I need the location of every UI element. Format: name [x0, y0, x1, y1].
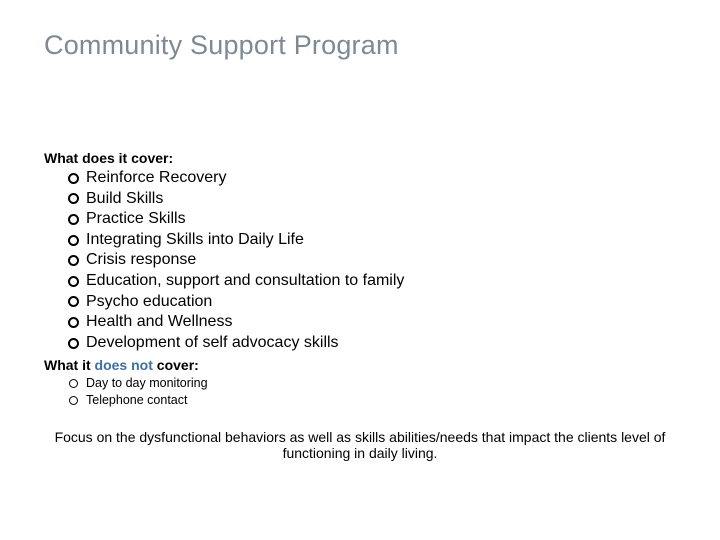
hollow-circle-icon [69, 396, 78, 405]
list-item [68, 168, 404, 189]
hollow-circle-icon [68, 317, 79, 328]
hollow-circle-icon [68, 255, 79, 266]
list-item-label: Education, support and consultation to family [86, 271, 405, 289]
not-covers-heading-suffix: cover: [152, 357, 199, 373]
not-covers-list [69, 375, 208, 409]
hollow-circle-icon [68, 173, 79, 184]
list-item-label: Reinforce Recovery [86, 169, 227, 186]
hollow-circle-icon [68, 276, 79, 287]
covers-heading: What does it cover: [44, 150, 174, 166]
list-item-label: Day to day monitoring [86, 376, 208, 390]
hollow-circle-icon [69, 379, 78, 388]
slide-title: Community Support Program [44, 30, 399, 60]
not-covers-heading-prefix: What it [44, 357, 95, 373]
not-covers-heading [44, 357, 199, 373]
list-item [68, 312, 404, 333]
list-item [68, 230, 404, 251]
list-item [68, 209, 404, 230]
not-covers-heading-highlight: does not [94, 357, 153, 373]
focus-note: Focus on the dysfunctional behaviors as well as skills abilities/needs that impact the clients level of functioning in daily living. [54, 429, 666, 461]
list-item [68, 189, 404, 210]
hollow-circle-icon [68, 338, 79, 349]
list-item-label: Health and Wellness [86, 313, 233, 331]
hollow-circle-icon [68, 235, 79, 246]
list-item [68, 271, 404, 292]
list-item-label: Build Skills [86, 189, 164, 207]
list-item [68, 250, 404, 271]
list-item-label: Psycho education [86, 292, 213, 310]
list-item-label: Development of self advocacy skills [86, 333, 339, 351]
hollow-circle-icon [68, 193, 79, 204]
list-item [69, 375, 208, 392]
list-item [69, 392, 208, 409]
list-item-label: Practice Skills [86, 210, 186, 228]
hollow-circle-icon [68, 296, 79, 307]
list-item-label: Crisis response [86, 251, 197, 269]
list-item [68, 292, 404, 313]
hollow-circle-icon [68, 214, 79, 225]
list-item-label: Telephone contact [86, 393, 188, 407]
covers-list [68, 168, 404, 353]
list-item [68, 333, 404, 354]
list-item-label: Integrating Skills into Daily Life [86, 230, 304, 248]
